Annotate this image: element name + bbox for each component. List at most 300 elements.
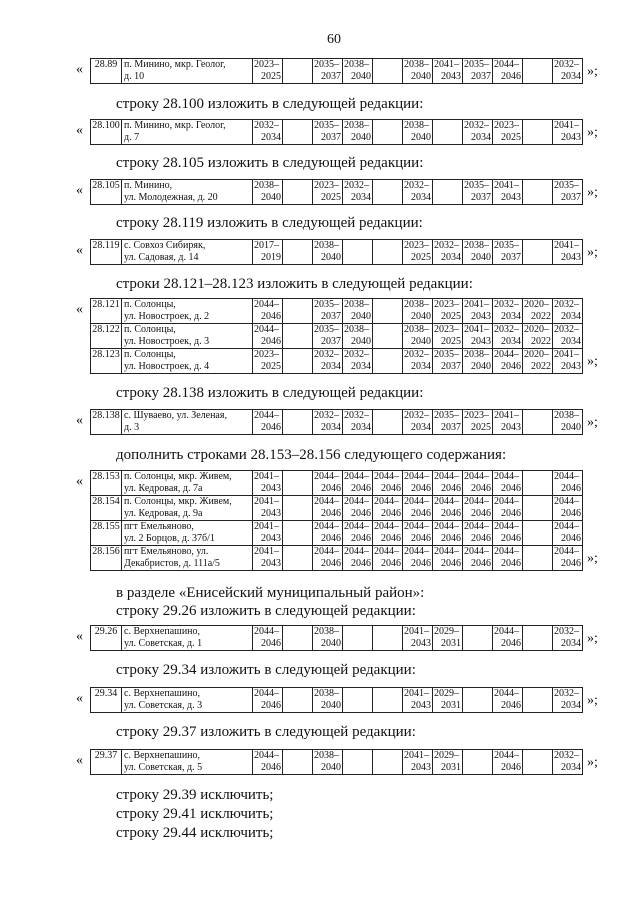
year-end: 2034	[411, 361, 431, 372]
row-number: 28.105	[92, 180, 120, 191]
year-start: 2044–	[404, 471, 429, 482]
year-start: 2041–	[464, 324, 489, 335]
year-cell	[553, 496, 583, 521]
table-fragment	[76, 58, 598, 84]
year-end: 2034	[321, 422, 341, 433]
year-end: 2040	[561, 422, 581, 433]
fragment-table	[90, 239, 583, 265]
year-cell	[343, 750, 373, 775]
year-cell	[343, 546, 373, 571]
address-line-1: п. Минино, мкр. Геолог,	[124, 59, 226, 70]
closing-quote: »;	[587, 64, 598, 79]
year-start: 2023–	[434, 299, 459, 310]
year-cell	[343, 59, 373, 84]
address-line-2: д. 7	[124, 132, 140, 143]
year-cell	[373, 496, 403, 521]
year-cell	[493, 410, 523, 435]
year-start: 2044–	[494, 496, 519, 507]
year-cell	[343, 688, 373, 713]
year-start: 2035–	[434, 349, 459, 360]
year-start: 2044–	[494, 546, 519, 557]
year-cell	[373, 410, 403, 435]
year-cell	[463, 688, 493, 713]
year-end: 2031	[441, 700, 461, 711]
year-start: 2044–	[344, 521, 369, 532]
year-cell	[253, 120, 283, 145]
instruction-line: строку 29.26 изложить в следующей редакции:	[116, 603, 416, 619]
year-start: 2044–	[494, 688, 519, 699]
year-cell	[283, 410, 313, 435]
address-line-1: п. Солонцы, мкр. Живем,	[124, 471, 232, 482]
row-number: 28.153	[92, 471, 120, 482]
year-cell	[493, 120, 523, 145]
opening-quote: «	[76, 123, 83, 138]
instruction-line: строку 29.37 изложить в следующей редакции:	[116, 724, 416, 740]
address-line-1: пгт Емельяново, ул.	[124, 546, 209, 557]
opening-quote: «	[76, 302, 83, 317]
year-cell	[463, 299, 493, 324]
year-end: 2046	[441, 483, 461, 494]
row-number-cell	[91, 59, 122, 84]
year-cell	[343, 180, 373, 205]
year-cell	[373, 240, 403, 265]
year-start: 2041–	[404, 688, 429, 699]
year-cell	[463, 521, 493, 546]
table-body	[91, 471, 583, 571]
fragment-table	[90, 179, 583, 205]
year-end: 2046	[321, 533, 341, 544]
year-cell	[403, 324, 433, 349]
year-cell	[523, 180, 553, 205]
year-cell	[343, 410, 373, 435]
year-cell	[283, 299, 313, 324]
opening-quote: «	[76, 691, 83, 706]
year-cell	[373, 688, 403, 713]
year-cell	[373, 120, 403, 145]
year-cell	[253, 59, 283, 84]
year-cell	[493, 688, 523, 713]
year-start: 2032–	[554, 324, 579, 335]
year-cell	[373, 299, 403, 324]
year-end: 2046	[381, 533, 401, 544]
address-cell	[122, 349, 253, 374]
year-end: 2022	[531, 336, 551, 347]
year-cell	[283, 59, 313, 84]
year-end: 2046	[321, 558, 341, 569]
address-line-1: с. Верхнепашино,	[124, 626, 201, 637]
year-end: 2046	[261, 638, 281, 649]
year-end: 2037	[441, 361, 461, 372]
year-start: 2023–	[254, 349, 279, 360]
year-end: 2037	[501, 252, 521, 263]
year-end: 2046	[471, 558, 491, 569]
year-end: 2043	[471, 336, 491, 347]
year-end: 2046	[351, 558, 371, 569]
year-cell	[553, 349, 583, 374]
year-start: 2023–	[254, 59, 279, 70]
address-line-2: Декабристов, д. 111а/5	[124, 558, 220, 569]
year-cell	[433, 750, 463, 775]
year-start: 2017–	[254, 240, 279, 251]
year-cell	[373, 349, 403, 374]
year-start: 2038–	[344, 59, 369, 70]
year-cell	[283, 688, 313, 713]
year-start: 2044–	[254, 410, 279, 421]
year-end: 2046	[261, 762, 281, 773]
row-number-cell	[91, 410, 122, 435]
year-cell	[403, 471, 433, 496]
year-cell	[493, 471, 523, 496]
year-end: 2046	[411, 483, 431, 494]
year-start: 2029–	[434, 688, 459, 699]
year-end: 2040	[471, 252, 491, 263]
address-line-2: ул. Советская, д. 3	[124, 700, 203, 711]
year-start: 2041–	[554, 120, 579, 131]
year-cell	[283, 496, 313, 521]
year-cell	[403, 299, 433, 324]
year-start: 2044–	[554, 521, 579, 532]
year-cell	[523, 59, 553, 84]
year-cell	[463, 750, 493, 775]
year-end: 2046	[261, 700, 281, 711]
year-cell	[463, 626, 493, 651]
table-row	[91, 349, 583, 374]
year-end: 2046	[441, 508, 461, 519]
year-cell	[313, 471, 343, 496]
year-end: 2034	[411, 422, 431, 433]
table-body	[91, 750, 583, 775]
year-start: 2035–	[434, 410, 459, 421]
closing-quote: »;	[587, 354, 598, 369]
year-cell	[463, 410, 493, 435]
address-line-2: ул. Кедровая, д. 7а	[124, 483, 203, 494]
year-start: 2038–	[344, 120, 369, 131]
year-cell	[283, 750, 313, 775]
opening-quote: «	[76, 753, 83, 768]
row-number: 29.26	[94, 626, 118, 637]
table-row	[91, 521, 583, 546]
year-end: 2040	[321, 638, 341, 649]
address-line-1: пгт Емельяново,	[124, 521, 194, 532]
table-row	[91, 496, 583, 521]
year-cell	[313, 496, 343, 521]
year-end: 2046	[501, 508, 521, 519]
address-line-2: ул. Новостроек, д. 3	[124, 336, 210, 347]
opening-quote: «	[76, 413, 83, 428]
year-end: 2034	[441, 252, 461, 263]
year-start: 2038–	[314, 688, 339, 699]
year-end: 2046	[561, 483, 581, 494]
year-start: 2038–	[344, 299, 369, 310]
fragment-table	[90, 409, 583, 435]
table-row	[91, 471, 583, 496]
year-cell	[283, 120, 313, 145]
year-end: 2046	[381, 508, 401, 519]
year-start: 2038–	[404, 59, 429, 70]
table-row	[91, 410, 583, 435]
year-start: 2041–	[494, 410, 519, 421]
year-start: 2035–	[464, 180, 489, 191]
row-number-cell	[91, 299, 122, 324]
year-cell	[283, 180, 313, 205]
row-number-cell	[91, 496, 122, 521]
table-body	[91, 59, 583, 84]
year-end: 2034	[321, 361, 341, 372]
year-cell	[373, 324, 403, 349]
year-start: 2044–	[404, 546, 429, 557]
year-cell	[313, 410, 343, 435]
year-end: 2037	[561, 192, 581, 203]
year-end: 2040	[411, 71, 431, 82]
year-start: 2035–	[554, 180, 579, 191]
instruction-line: строку 28.105 изложить в следующей редакции:	[116, 155, 424, 171]
year-cell	[373, 59, 403, 84]
year-cell	[343, 471, 373, 496]
year-end: 2034	[561, 311, 581, 322]
fragment-table	[90, 58, 583, 84]
row-number-cell	[91, 180, 122, 205]
year-cell	[253, 410, 283, 435]
instruction-line: дополнить строками 28.153–28.156 следующего содержания:	[116, 447, 507, 463]
year-cell	[463, 496, 493, 521]
year-cell	[283, 324, 313, 349]
year-cell	[433, 546, 463, 571]
row-number: 28.138	[92, 410, 120, 421]
year-end: 2040	[411, 311, 431, 322]
table-fragment	[76, 239, 598, 265]
year-cell	[493, 521, 523, 546]
year-cell	[313, 59, 343, 84]
address-cell	[122, 240, 253, 265]
year-cell	[283, 240, 313, 265]
year-cell	[463, 349, 493, 374]
year-cell	[493, 180, 523, 205]
year-cell	[253, 496, 283, 521]
year-cell	[493, 626, 523, 651]
year-cell	[283, 521, 313, 546]
year-cell	[493, 299, 523, 324]
address-cell	[122, 180, 253, 205]
address-line-1: п. Минино, мкр. Геолог,	[124, 120, 226, 131]
year-end: 2040	[411, 132, 431, 143]
year-start: 2044–	[464, 521, 489, 532]
year-start: 2032–	[494, 299, 519, 310]
year-start: 2044–	[494, 521, 519, 532]
table-fragment	[76, 470, 598, 571]
year-start: 2041–	[434, 59, 459, 70]
year-end: 2037	[321, 132, 341, 143]
fragment-table	[90, 687, 583, 713]
row-number-cell	[91, 349, 122, 374]
year-cell	[523, 521, 553, 546]
year-cell	[523, 688, 553, 713]
year-start: 2032–	[554, 688, 579, 699]
year-start: 2032–	[434, 240, 459, 251]
year-end: 2046	[261, 336, 281, 347]
row-number: 29.37	[94, 750, 118, 761]
year-cell	[373, 750, 403, 775]
year-start: 2032–	[494, 324, 519, 335]
year-cell	[493, 349, 523, 374]
row-number: 28.119	[92, 240, 120, 251]
year-end: 2046	[561, 508, 581, 519]
year-cell	[283, 546, 313, 571]
year-cell	[433, 299, 463, 324]
table-body	[91, 626, 583, 651]
year-start: 2041–	[464, 299, 489, 310]
address-cell	[122, 59, 253, 84]
year-end: 2025	[261, 71, 281, 82]
year-start: 2044–	[374, 546, 399, 557]
year-end: 2046	[471, 508, 491, 519]
row-number: 28.155	[92, 521, 120, 532]
year-start: 2023–	[314, 180, 339, 191]
opening-quote: «	[76, 62, 83, 77]
year-end: 2043	[261, 558, 281, 569]
address-line-1: с. Верхнепашино,	[124, 688, 201, 699]
year-cell	[433, 59, 463, 84]
instruction-line: строку 29.41 исключить;	[116, 806, 274, 822]
row-number: 29.34	[94, 688, 118, 699]
year-start: 2032–	[554, 59, 579, 70]
year-end: 2034	[561, 762, 581, 773]
closing-quote: »;	[587, 693, 598, 708]
year-end: 2046	[351, 483, 371, 494]
year-end: 2040	[471, 361, 491, 372]
year-end: 2034	[261, 132, 281, 143]
instruction-line: строки 28.121–28.123 изложить в следующей редакции:	[116, 276, 473, 292]
year-start: 2020–	[524, 299, 549, 310]
year-start: 2044–	[254, 688, 279, 699]
year-start: 2044–	[494, 59, 519, 70]
year-cell	[523, 496, 553, 521]
year-start: 2044–	[434, 546, 459, 557]
instruction-line: строку 29.44 исключить;	[116, 825, 274, 841]
row-number-cell	[91, 240, 122, 265]
address-cell	[122, 546, 253, 571]
year-end: 2043	[501, 192, 521, 203]
year-end: 2034	[471, 132, 491, 143]
year-end: 2025	[441, 336, 461, 347]
year-end: 2043	[411, 762, 431, 773]
year-end: 2040	[321, 762, 341, 773]
table-fragment	[76, 409, 598, 435]
year-cell	[373, 546, 403, 571]
address-line-1: с. Шуваево, ул. Зеленая,	[124, 410, 227, 421]
year-start: 2029–	[434, 750, 459, 761]
year-end: 2046	[561, 533, 581, 544]
year-cell	[433, 688, 463, 713]
year-end: 2046	[501, 558, 521, 569]
year-cell	[253, 324, 283, 349]
year-start: 2032–	[554, 299, 579, 310]
year-end: 2037	[321, 336, 341, 347]
address-cell	[122, 410, 253, 435]
year-start: 2038–	[254, 180, 279, 191]
address-cell	[122, 324, 253, 349]
year-cell	[553, 324, 583, 349]
year-end: 2043	[261, 508, 281, 519]
year-start: 2032–	[404, 349, 429, 360]
closing-quote: »;	[587, 245, 598, 260]
year-start: 2044–	[344, 471, 369, 482]
year-start: 2044–	[464, 471, 489, 482]
year-cell	[343, 240, 373, 265]
year-cell	[313, 349, 343, 374]
table-fragment	[76, 179, 598, 205]
year-cell	[403, 688, 433, 713]
year-cell	[403, 496, 433, 521]
year-cell	[283, 349, 313, 374]
address-cell	[122, 299, 253, 324]
year-start: 2032–	[314, 410, 339, 421]
year-end: 2034	[501, 311, 521, 322]
instruction-line: в разделе «Енисейский муниципальный район»:	[116, 585, 425, 601]
year-cell	[493, 750, 523, 775]
table-row	[91, 180, 583, 205]
address-cell	[122, 471, 253, 496]
year-cell	[523, 471, 553, 496]
year-end: 2043	[561, 132, 581, 143]
year-cell	[313, 626, 343, 651]
year-start: 2044–	[254, 626, 279, 637]
row-number: 28.121	[92, 299, 120, 310]
year-cell	[253, 546, 283, 571]
year-end: 2046	[441, 533, 461, 544]
address-line-1: п. Солонцы,	[124, 349, 176, 360]
year-end: 2046	[411, 533, 431, 544]
year-start: 2032–	[314, 349, 339, 360]
year-start: 2041–	[254, 471, 279, 482]
year-end: 2040	[411, 336, 431, 347]
year-cell	[433, 324, 463, 349]
year-cell	[313, 324, 343, 349]
year-cell	[553, 240, 583, 265]
table-row	[91, 750, 583, 775]
year-cell	[343, 521, 373, 546]
table-body	[91, 240, 583, 265]
year-start: 2020–	[524, 349, 549, 360]
year-cell	[313, 180, 343, 205]
year-end: 2046	[261, 422, 281, 433]
year-cell	[313, 120, 343, 145]
year-end: 2025	[411, 252, 431, 263]
instruction-line: строку 28.100 изложить в следующей редакции:	[116, 96, 424, 112]
year-cell	[463, 546, 493, 571]
year-cell	[523, 546, 553, 571]
address-line-2: ул. 2 Борцов, д. 37б/1	[124, 533, 215, 544]
year-end: 2034	[561, 336, 581, 347]
year-end: 2046	[321, 508, 341, 519]
year-cell	[283, 471, 313, 496]
address-line-1: с. Верхнепашино,	[124, 750, 201, 761]
table-row	[91, 626, 583, 651]
year-start: 2041–	[404, 626, 429, 637]
closing-quote: »;	[587, 415, 598, 430]
year-end: 2043	[501, 422, 521, 433]
year-cell	[253, 626, 283, 651]
year-start: 2044–	[374, 496, 399, 507]
year-end: 2034	[501, 336, 521, 347]
address-cell	[122, 626, 253, 651]
year-end: 2040	[261, 192, 281, 203]
year-start: 2044–	[494, 750, 519, 761]
year-cell	[253, 349, 283, 374]
year-end: 2034	[351, 192, 371, 203]
year-end: 2046	[501, 483, 521, 494]
year-cell	[313, 299, 343, 324]
year-start: 2044–	[314, 521, 339, 532]
